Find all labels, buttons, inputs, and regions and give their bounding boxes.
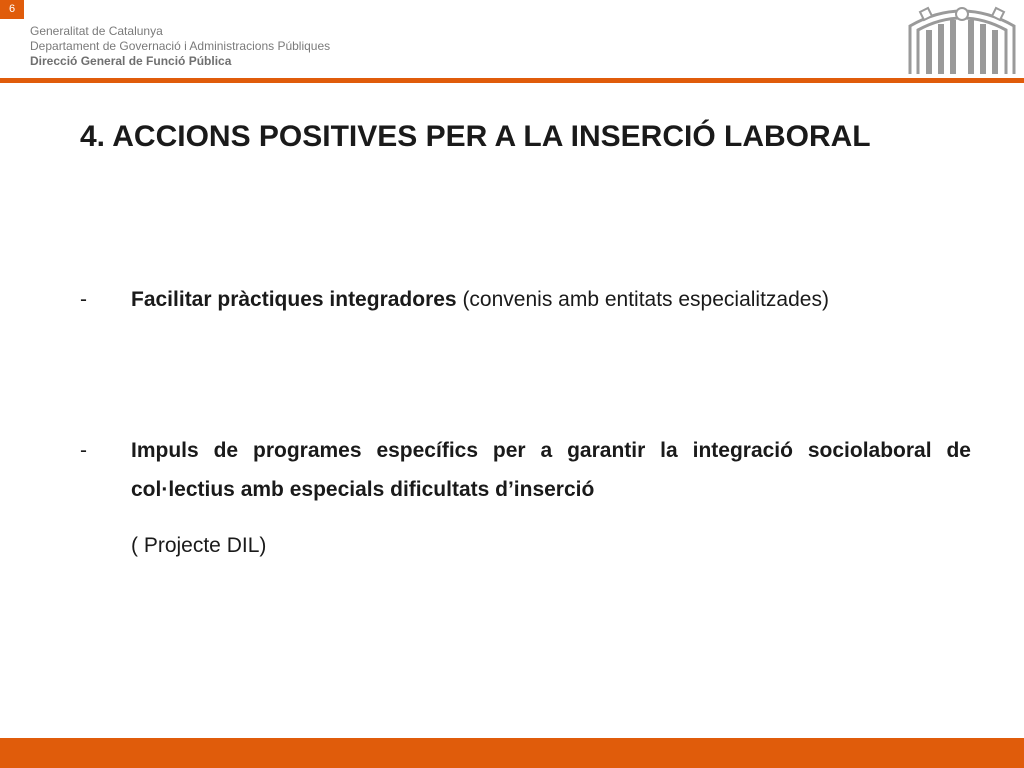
bullet-item bbox=[80, 280, 971, 319]
organization-header bbox=[30, 24, 330, 69]
bullet-text bbox=[131, 280, 971, 319]
slide-title: 4. ACCIONS POSITIVES PER A LA INSERCIÓ LABORAL bbox=[80, 120, 871, 153]
header-divider bbox=[0, 78, 1024, 83]
bullet-marker: - bbox=[80, 439, 87, 462]
bullet-text bbox=[131, 431, 971, 509]
bullet-bold-text: Impuls de programes específics per a garantir la integració sociolaboral de col·lectius amb especials dificultats d’inserció bbox=[131, 439, 971, 501]
slide-number: 6 bbox=[0, 0, 24, 19]
org-name: Generalitat de Catalunya bbox=[30, 24, 163, 38]
bullet-item bbox=[80, 431, 971, 509]
project-note: ( Projecte DIL) bbox=[131, 534, 267, 557]
bullet-bold-text: Facilitar pràctiques integradores bbox=[131, 288, 457, 311]
department-name: Departament de Governació i Administracions Públiques bbox=[30, 39, 331, 53]
bullet-marker: - bbox=[80, 288, 87, 311]
footer-bar bbox=[0, 738, 1024, 768]
directorate-name: Direcció General de Funció Pública bbox=[30, 54, 232, 68]
generalitat-emblem-icon bbox=[906, 2, 1018, 76]
bullet-normal-text: (convenis amb entitats especialitzades) bbox=[456, 288, 829, 311]
